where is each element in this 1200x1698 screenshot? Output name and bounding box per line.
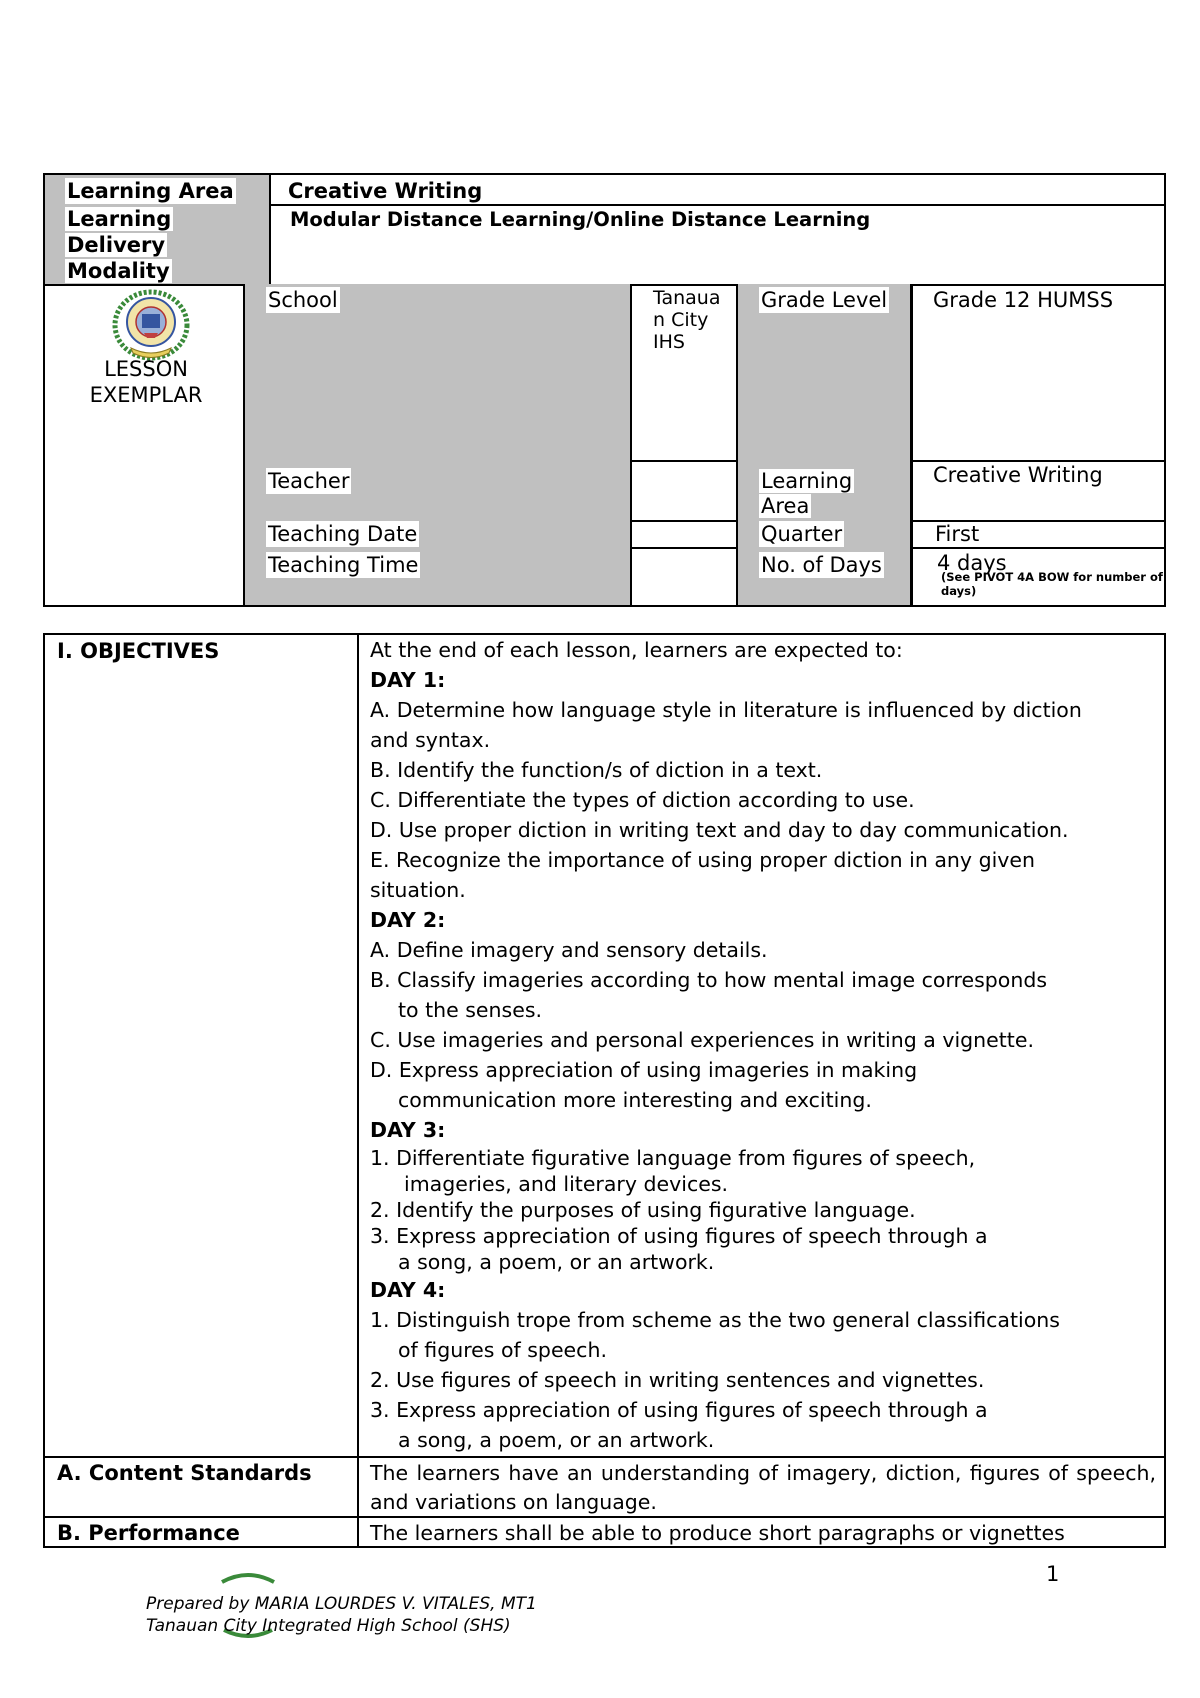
grade-level-label-cell	[736, 284, 912, 462]
learning-area-2-label-line-2: Area	[761, 494, 810, 518]
learning-area-2-value: Creative Writing	[933, 463, 1103, 487]
prepared-by: Prepared by MARIA LOURDES V. VITALES, MT1	[146, 1594, 537, 1614]
day2-title: DAY 2:	[370, 908, 446, 932]
day1-item: D. Use proper diction in writing text and day to day communication.	[370, 818, 1069, 842]
school-seal-logo	[111, 288, 191, 362]
day4-item: of figures of speech.	[398, 1338, 607, 1362]
day3-title: DAY 3:	[370, 1118, 446, 1142]
learning-area-2-value-cell	[910, 460, 1166, 522]
lesson-exemplar-cell	[43, 284, 245, 607]
day2-item: A. Define imagery and sensory details.	[370, 938, 768, 962]
teacher-label-cell	[243, 460, 632, 522]
learning-area-label-cell	[43, 173, 271, 206]
objectives-intro: At the end of each lesson, learners are expected to:	[370, 638, 903, 662]
day2-item: C. Use imageries and personal experiences in writing a vignette.	[370, 1028, 1034, 1052]
school-label: School	[268, 288, 338, 312]
learning-area-2-label-line-1: Learning	[761, 469, 853, 493]
day1-item: B. Identify the function/s of diction in a text.	[370, 758, 823, 782]
day1-item: A. Determine how language style in literature is influenced by diction	[370, 698, 1082, 722]
quarter-value-cell	[910, 520, 1166, 549]
day2-item: D. Express appreciation of using imageries in making	[370, 1058, 918, 1082]
teaching-time-label-cell	[243, 547, 632, 607]
teaching-date-label-cell	[243, 520, 632, 549]
school-value-line-1: Tanaua	[653, 287, 721, 309]
performance-label: B. Performance	[57, 1521, 240, 1545]
lesson-exemplar-line-2: EXEMPLAR	[89, 383, 203, 407]
learning-area-value-cell	[269, 173, 1166, 206]
modality-label-line-2: Delivery	[67, 233, 166, 257]
day2-item: to the senses.	[398, 998, 543, 1022]
grade-level-value: Grade 12 HUMSS	[933, 288, 1114, 312]
no-of-days-note: (See PIVOT 4A BOW for number of days)	[941, 570, 1163, 598]
day4-item: 2. Use figures of speech in writing sentences and vignettes.	[370, 1368, 985, 1392]
no-of-days-value: 4 days	[937, 551, 1007, 575]
performance-text: The learners shall be able to produce short paragraphs or vignettes	[370, 1521, 1065, 1545]
no-of-days-label: No. of Days	[761, 553, 882, 577]
modality-value: Modular Distance Learning/Online Distance Learning	[290, 208, 871, 231]
quarter-label: Quarter	[761, 522, 843, 546]
school-label-cell	[243, 284, 632, 462]
modality-value-cell	[269, 204, 1166, 286]
performance-label-cell	[43, 1516, 359, 1548]
modality-label-line-1: Learning	[67, 207, 172, 231]
day1-item: E. Recognize the importance of using proper diction in any given	[370, 848, 1036, 872]
school-value-line-2: n City	[653, 309, 709, 331]
no-of-days-value-cell	[910, 547, 1166, 607]
teacher-label: Teacher	[268, 469, 350, 493]
performance-text-cell	[357, 1516, 1166, 1548]
grade-level-label: Grade Level	[761, 288, 888, 312]
content-standards-text: The learners have an understanding of imagery, diction, figures of speech, and variations on language.	[370, 1461, 1156, 1514]
day3-item: 3. Express appreciation of using figures of speech through a	[370, 1224, 988, 1248]
quarter-value: First	[935, 522, 980, 546]
no-of-days-label-cell	[736, 547, 912, 607]
footer-school: Tanauan City Integrated High School (SHS)	[146, 1616, 511, 1636]
objectives-content-cell	[357, 633, 1166, 1458]
teaching-date-label: Teaching Date	[268, 522, 418, 546]
objectives-heading: I. OBJECTIVES	[57, 639, 220, 663]
day2-item: communication more interesting and exciting.	[398, 1088, 872, 1112]
day3-item: 1. Differentiate figurative language from figures of speech,	[370, 1146, 976, 1170]
day1-title: DAY 1:	[370, 668, 446, 692]
day4-item: a song, a poem, or an artwork.	[398, 1428, 715, 1452]
day2-item: B. Classify imageries according to how mental image corresponds	[370, 968, 1048, 992]
modality-label-cell	[43, 204, 271, 286]
day4-item: 3. Express appreciation of using figures of speech through a	[370, 1398, 988, 1422]
day1-item: situation.	[370, 878, 466, 902]
footer-text	[146, 1593, 537, 1637]
grade-level-value-cell	[910, 284, 1166, 462]
day1-item: C. Differentiate the types of diction according to use.	[370, 788, 915, 812]
quarter-label-cell	[736, 520, 912, 549]
day3-item: 2. Identify the purposes of using figurative language.	[370, 1198, 916, 1222]
teacher-value-cell	[630, 460, 738, 522]
learning-area-value: Creative Writing	[288, 179, 483, 203]
page-number: 1	[1046, 1562, 1060, 1586]
content-standards-label: A. Content Standards	[57, 1461, 312, 1485]
content-standards-text-cell	[357, 1456, 1166, 1518]
teaching-time-value-cell	[630, 547, 738, 607]
learning-area-2-label-cell	[736, 460, 912, 522]
day1-item: and syntax.	[370, 728, 491, 752]
learning-area-label: Learning Area	[67, 179, 234, 203]
school-value-line-3: IHS	[653, 331, 685, 353]
day4-item: 1. Distinguish trope from scheme as the two general classifications	[370, 1308, 1060, 1332]
teaching-date-value-cell	[630, 520, 738, 549]
content-standards-label-cell	[43, 1456, 359, 1518]
school-value-cell	[630, 284, 738, 462]
day3-item: imageries, and literary devices.	[404, 1172, 729, 1196]
lesson-exemplar-line-1: LESSON	[104, 357, 188, 381]
objectives-label-cell	[43, 633, 359, 1458]
teaching-time-label: Teaching Time	[268, 553, 419, 577]
day3-item: a song, a poem, or an artwork.	[398, 1250, 715, 1274]
modality-label-line-3: Modality	[67, 259, 170, 283]
day4-title: DAY 4:	[370, 1278, 446, 1302]
